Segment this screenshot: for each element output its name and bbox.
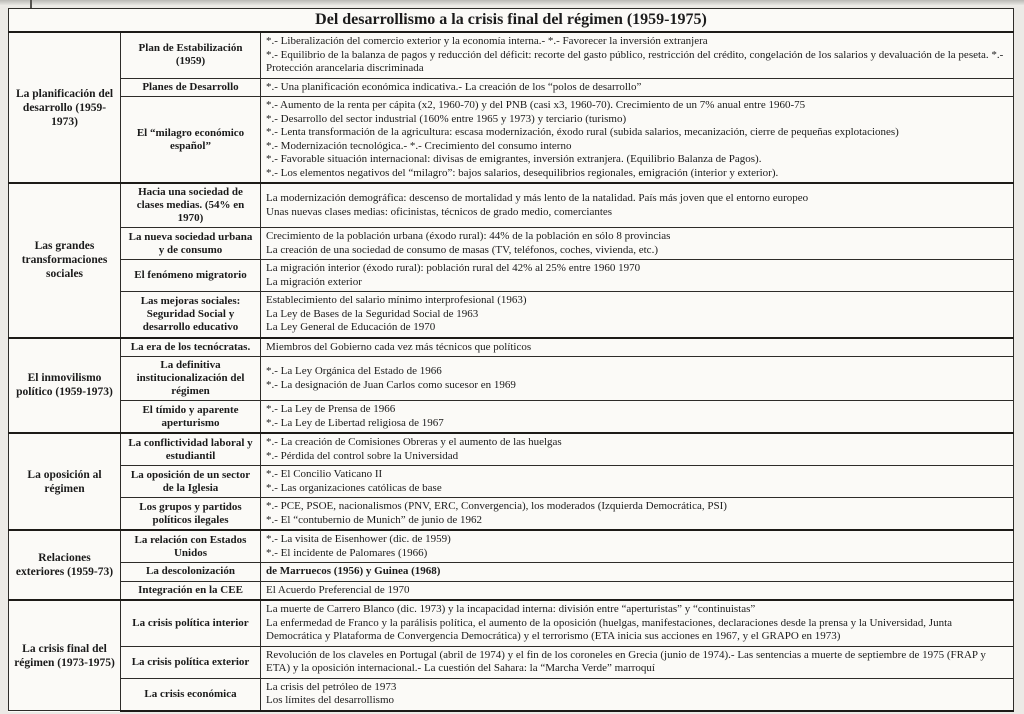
row-content: [261, 530, 1014, 563]
table-row: [9, 401, 1014, 434]
table-row: [9, 32, 1014, 78]
row-header: Integración en la CEE: [121, 581, 261, 600]
content-line: Establecimiento del salario mínimo interprofesional (1963): [266, 294, 527, 306]
section-label-inmovilismo: El inmovilismo político (1959-1973): [9, 338, 121, 434]
content-line: *.- Los elementos negativos del “milagro”: bajos salarios, desequilibrios regionales, emigración (interior y exterior).: [266, 166, 779, 179]
row-header: El tímido y aparente aperturismo: [121, 401, 261, 434]
content-line: El Acuerdo Preferencial de 1970: [266, 583, 410, 596]
table-row: [9, 600, 1014, 646]
row-content: [261, 228, 1014, 260]
content-line: La muerte de Carrero Blanco (dic. 1973) y la incapacidad interna: división entre “aperturistas” y “continuistas”: [266, 603, 756, 615]
row-content: [261, 260, 1014, 292]
row-header: La crisis económica: [121, 678, 261, 711]
content-line: Unas nuevas clases medias: oficinistas, técnicos de grado medio, comerciantes: [266, 205, 613, 218]
table-row: [9, 581, 1014, 600]
content-line: *.- Una planificación económica indicativa.- La creación de los “polos de desarrollo”: [266, 80, 642, 93]
row-content: [261, 433, 1014, 466]
row-header: El fenómeno migratorio: [121, 260, 261, 292]
content-line: Los límites del desarrollismo: [266, 694, 395, 706]
content-line: Revolución de los claveles en Portugal (abril de 1974) y el fin de los coroneles en Grecia (junio de 1974).- Las sentencias a muerte de septiembre de 1975 (FRAP y ETA) y la oposición internacional.- La cuestión del Sahara: la “Marcha Verde” marroquí: [266, 648, 986, 674]
content-line: *.- El “contubernio de Munich” de junio de 1962: [266, 513, 482, 526]
content-line: *.- El incidente de Palomares (1966): [266, 546, 428, 559]
row-header: La crisis política interior: [121, 600, 261, 646]
row-header: La crisis política exterior: [121, 646, 261, 678]
content-line: La Ley de Bases de la Seguridad Social de 1963: [266, 307, 479, 320]
row-header: Plan de Estabilización (1959): [121, 32, 261, 78]
content-line: *.- PCE, PSOE, nacionalismos (PNV, ERC, Convergencia), los moderados (Izquierda Democrática, PSI): [266, 500, 727, 512]
content-line: *.- El Concilio Vaticano II: [266, 468, 383, 480]
row-content: [261, 581, 1014, 600]
table-row: [9, 97, 1014, 184]
content-line: *.- Liberalización del comercio exterior y la economía interna.- *.- Favorecer la inversión extranjera: [266, 35, 708, 47]
content-line: La creación de una sociedad de consumo de masas (TV, teléfonos, coches, vivienda, etc.): [266, 243, 658, 256]
table-row: [9, 78, 1014, 97]
row-header: La nueva sociedad urbana y de consumo: [121, 228, 261, 260]
row-header: Planes de Desarrollo: [121, 78, 261, 97]
title-row: [9, 9, 1014, 33]
row-header: Los grupos y partidos políticos ilegales: [121, 498, 261, 531]
row-content: [261, 401, 1014, 434]
content-line: La migración exterior: [266, 275, 362, 288]
content-line: La Ley General de Educación de 1970: [266, 321, 436, 333]
table-row: [9, 260, 1014, 292]
table-row: [9, 678, 1014, 711]
row-header: Hacia una sociedad de clases medias. (54% en 1970): [121, 183, 261, 228]
row-header: El “milagro económico español”: [121, 97, 261, 184]
table-row: [9, 646, 1014, 678]
table-row: [9, 183, 1014, 228]
row-content: [261, 466, 1014, 498]
content-line: *.- La Ley de Prensa de 1966: [266, 403, 396, 415]
row-content: [261, 292, 1014, 338]
row-header: La descolonización: [121, 563, 261, 582]
row-content: [261, 563, 1014, 582]
table-row: [9, 433, 1014, 466]
row-content: [261, 498, 1014, 531]
section-label-crisis-final: La crisis final del régimen (1973-1975): [9, 600, 121, 711]
content-line: *.- Favorable situación internacional: divisas de emigrantes, inversión extranjera. (Equilibrio Balanza de Pagos).: [266, 153, 762, 165]
content-line: *.- La visita de Eisenhower (dic. de 1959): [266, 533, 451, 545]
row-header: La relación con Estados Unidos: [121, 530, 261, 563]
document-table: [8, 8, 1014, 712]
row-content: [261, 97, 1014, 184]
content-line: La crisis del petróleo de 1973: [266, 680, 397, 693]
row-content: [261, 78, 1014, 97]
content-line: *.- Desarrollo del sector industrial (160% entre 1965 y 1973) y terciario (turismo): [266, 112, 627, 125]
content-line: *.- Equilibrio de la balanza de pagos y reducción del déficit: recorte del gasto público, restricción del crédito, congelación de los salarios y devaluación de la peseta. *.- Protección arancelaria discriminada: [266, 48, 1004, 74]
row-header: La era de los tecnócratas.: [121, 338, 261, 357]
content-line: *.- Pérdida del control sobre la Universidad: [266, 449, 459, 462]
table-row: [9, 498, 1014, 531]
content-line: La modernización demográfica: descenso de mortalidad y más lento de la natalidad. País más joven que el entorno europeo: [266, 192, 809, 204]
content-line: *.- Las organizaciones católicas de base: [266, 481, 442, 494]
section-label-relaciones: Relaciones exteriores (1959-73): [9, 530, 121, 600]
section-label-transformaciones: Las grandes transformaciones sociales: [9, 183, 121, 338]
content-line: *.- Modernización tecnológica.- *.- Crecimiento del consumo interno: [266, 139, 572, 152]
content-line: Crecimiento de la población urbana (éxodo rural): 44% de la población en sólo 8 provincias: [266, 230, 671, 242]
content-line: de Marruecos (1956) y Guinea (1968): [266, 565, 441, 577]
content-line: *.- La Ley de Libertad religiosa de 1967: [266, 416, 444, 429]
row-header: La oposición de un sector de la Iglesia: [121, 466, 261, 498]
section-label-oposicion: La oposición al régimen: [9, 433, 121, 530]
row-header: La definitiva institucionalización del régimen: [121, 357, 261, 401]
row-content: [261, 357, 1014, 401]
row-content: [261, 338, 1014, 357]
content-line: Miembros del Gobierno cada vez más técnicos que políticos: [266, 340, 532, 353]
table-row: [9, 466, 1014, 498]
row-content: [261, 646, 1014, 678]
row-content: [261, 678, 1014, 711]
content-line: *.- La creación de Comisiones Obreras y el aumento de las huelgas: [266, 436, 562, 448]
row-header: La conflictividad laboral y estudiantil: [121, 433, 261, 466]
table-row: [9, 530, 1014, 563]
content-line: La migración interior (éxodo rural): población rural del 42% al 25% entre 1960 1970: [266, 262, 641, 274]
scan-edge-artifact: [0, 0, 1024, 5]
row-content: [261, 183, 1014, 228]
row-header: Las mejoras sociales: Seguridad Social y desarrollo educativo: [121, 292, 261, 338]
section-label-planificacion: La planificación del desarrollo (1959-1973): [9, 32, 121, 183]
table-row: [9, 338, 1014, 357]
page-title: Del desarrollismo a la crisis final del régimen (1959-1975): [9, 9, 1014, 33]
table-row: [9, 357, 1014, 401]
content-line: La enfermedad de Franco y la parálisis política, el aumento de la oposición (huelgas, manifestaciones, declaraciones desde la prensa y la Universidad, Junta Democrática y Plataforma de Convergencia Democrática) y el terrorismo (ETA inicia sus acciones en 1967, y el GRAPO en 1973): [266, 616, 953, 642]
table-row: [9, 563, 1014, 582]
content-line: *.- La Ley Orgánica del Estado de 1966: [266, 365, 442, 377]
content-line: *.- Aumento de la renta per cápita (x2, 1960-70) y del PNB (casi x3, 1960-70). Crecimiento de un 7% anual entre 1960-75: [266, 99, 806, 111]
content-line: *.- Lenta transformación de la agricultura: escasa modernización, éxodo rural (subida salarios, mecanización, cierre de pequeñas explotaciones): [266, 126, 899, 138]
table-row: [9, 292, 1014, 338]
row-content: [261, 600, 1014, 646]
content-line: *.- La designación de Juan Carlos como sucesor en 1969: [266, 378, 516, 391]
row-content: [261, 32, 1014, 78]
table-row: [9, 228, 1014, 260]
